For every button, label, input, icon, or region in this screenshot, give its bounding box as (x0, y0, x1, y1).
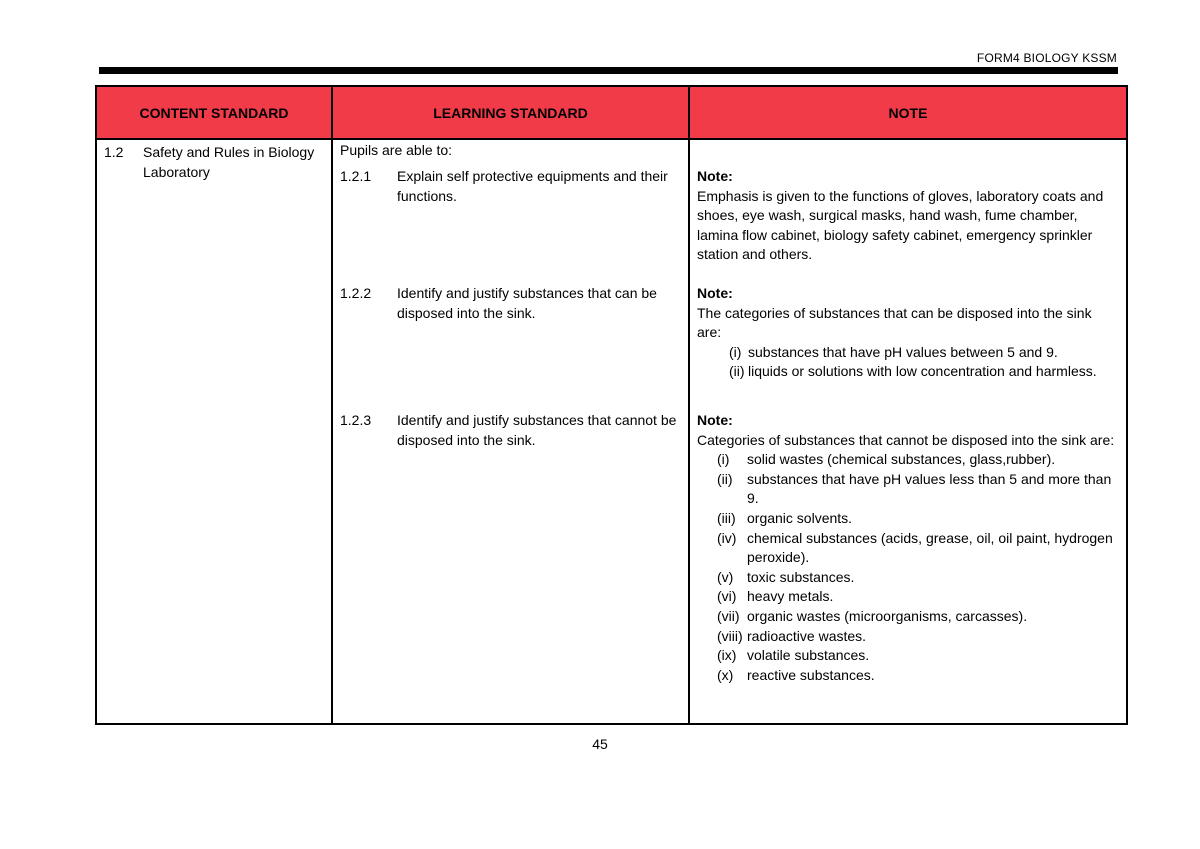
column-header-learning-standard: LEARNING STANDARD (332, 86, 689, 139)
note-label: Note: (697, 412, 733, 428)
note-list (697, 450, 1117, 685)
note-label: Note: (697, 168, 733, 184)
list-item (697, 627, 1117, 647)
list-item-number: (ii) (729, 363, 745, 380)
learning-standard-number: 1.2.3 (340, 412, 372, 428)
column-header-content-standard: CONTENT STANDARD (96, 86, 332, 139)
note-text: Categories of substances that cannot be disposed into the sink are: (697, 431, 1115, 448)
header-rule (99, 67, 1118, 74)
learning-standard-number: 1.2.1 (340, 168, 372, 184)
list-item (697, 470, 1117, 509)
note-block (697, 411, 1117, 685)
list-item-text: substances that have pH values between 5 and 9. (748, 343, 1058, 360)
list-item-text: organic wastes (microorganisms, carcasses). (747, 607, 1028, 624)
content-standard-title: Safety and Rules in Biology Laboratory (143, 144, 315, 180)
list-item-text: toxic substances. (747, 568, 855, 585)
page-number: 45 (592, 736, 608, 752)
list-item (697, 568, 1117, 588)
list-item (697, 529, 1117, 568)
list-item-text: organic solvents. (747, 509, 853, 526)
learning-standard-text: Identify and justify substances that cannot be disposed into the sink. (397, 412, 677, 448)
content-standard-cell (96, 139, 332, 724)
list-item (697, 450, 1117, 470)
list-item-text: substances that have pH values less than 5 and more than 9. (747, 470, 1112, 507)
list-item (697, 646, 1117, 666)
document-header: FORM4 BIOLOGY KSSM (976, 51, 1117, 65)
list-item (697, 607, 1117, 627)
list-item-text: heavy metals. (747, 588, 834, 605)
learning-standard-text: Identify and justify substances that can be disposed into the sink. (397, 285, 657, 321)
list-item-number: (i) (729, 343, 742, 360)
note-cell (689, 139, 1127, 724)
list-item-number: (vii) (717, 607, 740, 624)
list-item-number: (x) (717, 666, 734, 683)
learning-standard-number: 1.2.2 (340, 285, 372, 301)
table-header-row (96, 86, 1127, 139)
learning-intro: Pupils are able to: (340, 142, 453, 158)
note-block (697, 284, 1117, 382)
list-item-text: volatile substances. (747, 647, 870, 664)
list-item-text: radioactive wastes. (747, 627, 867, 644)
table-row (96, 139, 1127, 724)
list-item-text: reactive substances. (747, 666, 875, 683)
standards-table (95, 85, 1128, 725)
learning-standard-cell (332, 139, 689, 724)
list-item-number: (iv) (717, 529, 737, 546)
list-item-number: (iii) (717, 509, 736, 526)
learning-standard-text: Explain self protective equipments and their functions. (397, 168, 668, 204)
list-item-number: (ix) (717, 647, 737, 664)
list-item-text: liquids or solutions with low concentration and harmless. (748, 363, 1097, 380)
list-item-number: (viii) (717, 627, 743, 644)
list-item (697, 666, 1117, 686)
note-list (697, 343, 1117, 382)
list-item-text: chemical substances (acids, grease, oil, oil paint, hydrogen peroxide). (747, 529, 1113, 566)
note-text: Emphasis is given to the functions of gloves, laboratory coats and shoes, eye wash, surgical masks, hand wash, fume chamber, lamina flow cabinet, biology safety cabinet, emergency sprinkler station and others. (697, 187, 1104, 263)
note-block (697, 167, 1117, 265)
note-label: Note: (697, 285, 733, 301)
list-item-number: (v) (717, 568, 734, 585)
list-item-text: solid wastes (chemical substances, glass,rubber). (747, 451, 1056, 468)
column-header-note: NOTE (689, 86, 1127, 139)
list-item (697, 509, 1117, 529)
content-standard-number: 1.2 (104, 144, 124, 160)
list-item-number: (ii) (717, 470, 733, 487)
note-text: The categories of substances that can be disposed into the sink are: (697, 304, 1092, 341)
list-item (697, 343, 1117, 363)
list-item-number: (vi) (717, 588, 737, 605)
list-item (697, 362, 1117, 382)
list-item-number: (i) (717, 451, 730, 468)
list-item (697, 587, 1117, 607)
